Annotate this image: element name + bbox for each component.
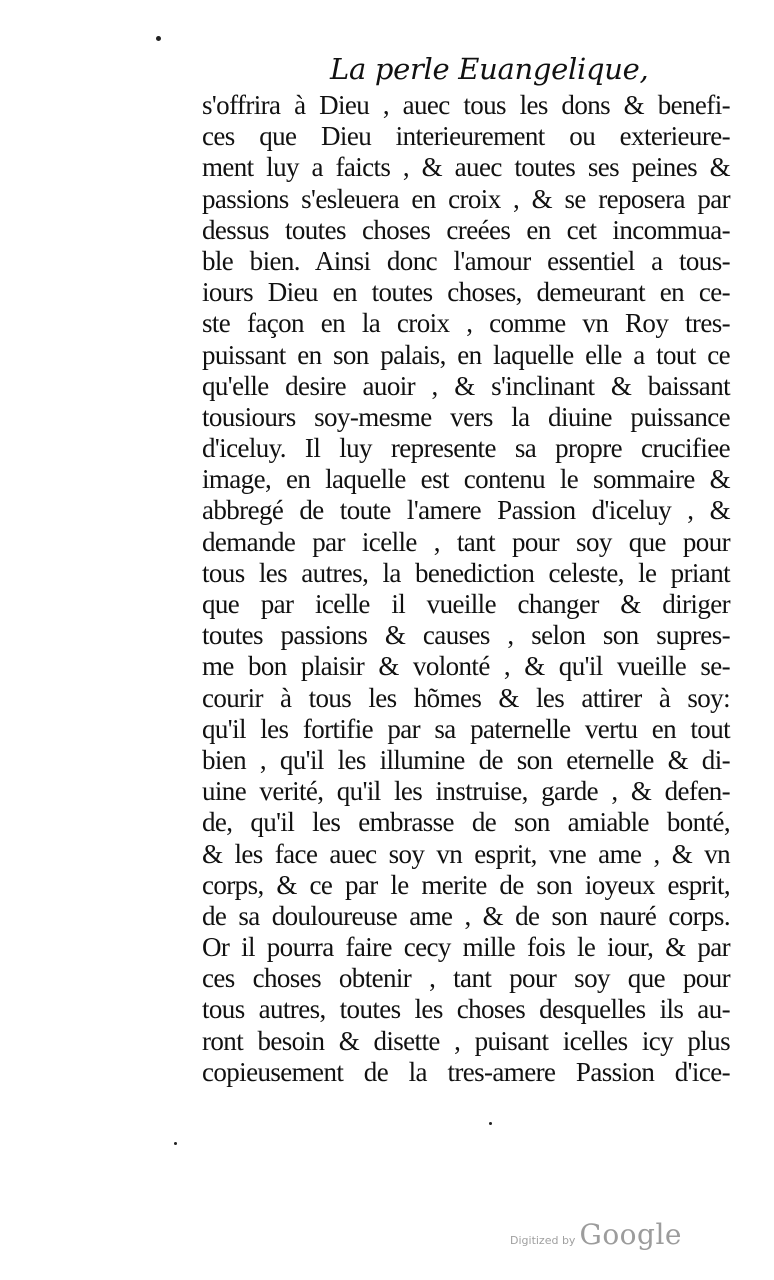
- text-line: ste façon en la croix , comme vn Roy tres-: [202, 308, 730, 339]
- body-text: [202, 90, 730, 1088]
- text-line: de, qu'il les embrasse de son amiable bonté,: [202, 807, 730, 838]
- ink-speck: [489, 1122, 492, 1125]
- text-line: que par icelle il vueille changer & diriger: [202, 589, 730, 619]
- text-line: copieusement de la tres-amere Passion d'ice-: [202, 1056, 730, 1087]
- text-line: image, en laquelle est contenu le sommaire &: [202, 464, 730, 495]
- text-line: ces choses obtenir , tant pour soy que pour: [202, 963, 730, 994]
- text-line: bien , qu'il les illumine de son eternelle & di-: [202, 744, 730, 775]
- text-line: dessus toutes choses creées en cet incommua-: [202, 214, 730, 245]
- text-line: ces que Dieu interieurement ou exterieure-: [202, 121, 730, 152]
- text-line: ront besoin & disette , puisant icelles icy plus: [202, 1025, 730, 1056]
- text-line: tousiours soy-mesme vers la diuine puissance: [202, 401, 730, 432]
- watermark-caption: Digitized by: [510, 1234, 576, 1247]
- text-line: passions s'esleuera en croix , & se reposera par: [202, 183, 730, 214]
- text-line: qu'il les fortifie par sa paternelle vertu en tout: [202, 713, 730, 744]
- text-line: tous les autres, la benediction celeste, le priant: [202, 557, 730, 588]
- text-line: me bon plaisir & volonté , & qu'il vueille se-: [202, 651, 730, 682]
- text-line: qu'elle desire auoir , & s'inclinant & baissant: [202, 370, 730, 401]
- text-line: de sa douloureuse ame , & de son nauré corps.: [202, 900, 730, 931]
- text-line: s'offrira à Dieu , auec tous les dons & benefi-: [202, 90, 730, 120]
- text-line: ble bien. Ainsi donc l'amour essentiel a tous-: [202, 245, 730, 276]
- text-line: d'iceluy. Il luy represente sa propre crucifiee: [202, 433, 730, 464]
- digitization-watermark: [510, 1218, 682, 1251]
- text-line: Or il pourra faire cecy mille fois le iour, & par: [202, 932, 730, 963]
- text-line: toutes passions & causes , selon son supres-: [202, 620, 730, 651]
- text-line: uine verité, qu'il les instruise, garde , & defen-: [202, 776, 730, 807]
- text-line: ment luy a faicts , & auec toutes ses peines &: [202, 152, 730, 183]
- text-line: tous autres, toutes les choses desquelles ils au-: [202, 994, 730, 1025]
- text-line: demande par icelle , tant pour soy que pour: [202, 526, 730, 557]
- text-line: abbregé de toute l'amere Passion d'iceluy , &: [202, 495, 730, 526]
- ink-speck: [156, 36, 161, 41]
- text-line: courir à tous les hõmes & les attirer à soy:: [202, 682, 730, 713]
- text-line: corps, & ce par le merite de son ioyeux esprit,: [202, 869, 730, 900]
- text-line: puissant en son palais, en laquelle elle a tout ce: [202, 339, 730, 370]
- running-head: La perle Euangelique,: [330, 52, 649, 86]
- ink-speck: [174, 1142, 177, 1145]
- text-line: & les face auec soy vn esprit, vne ame , & vn: [202, 838, 730, 869]
- google-logo: Google: [579, 1218, 682, 1251]
- text-line: iours Dieu en toutes choses, demeurant en ce-: [202, 277, 730, 308]
